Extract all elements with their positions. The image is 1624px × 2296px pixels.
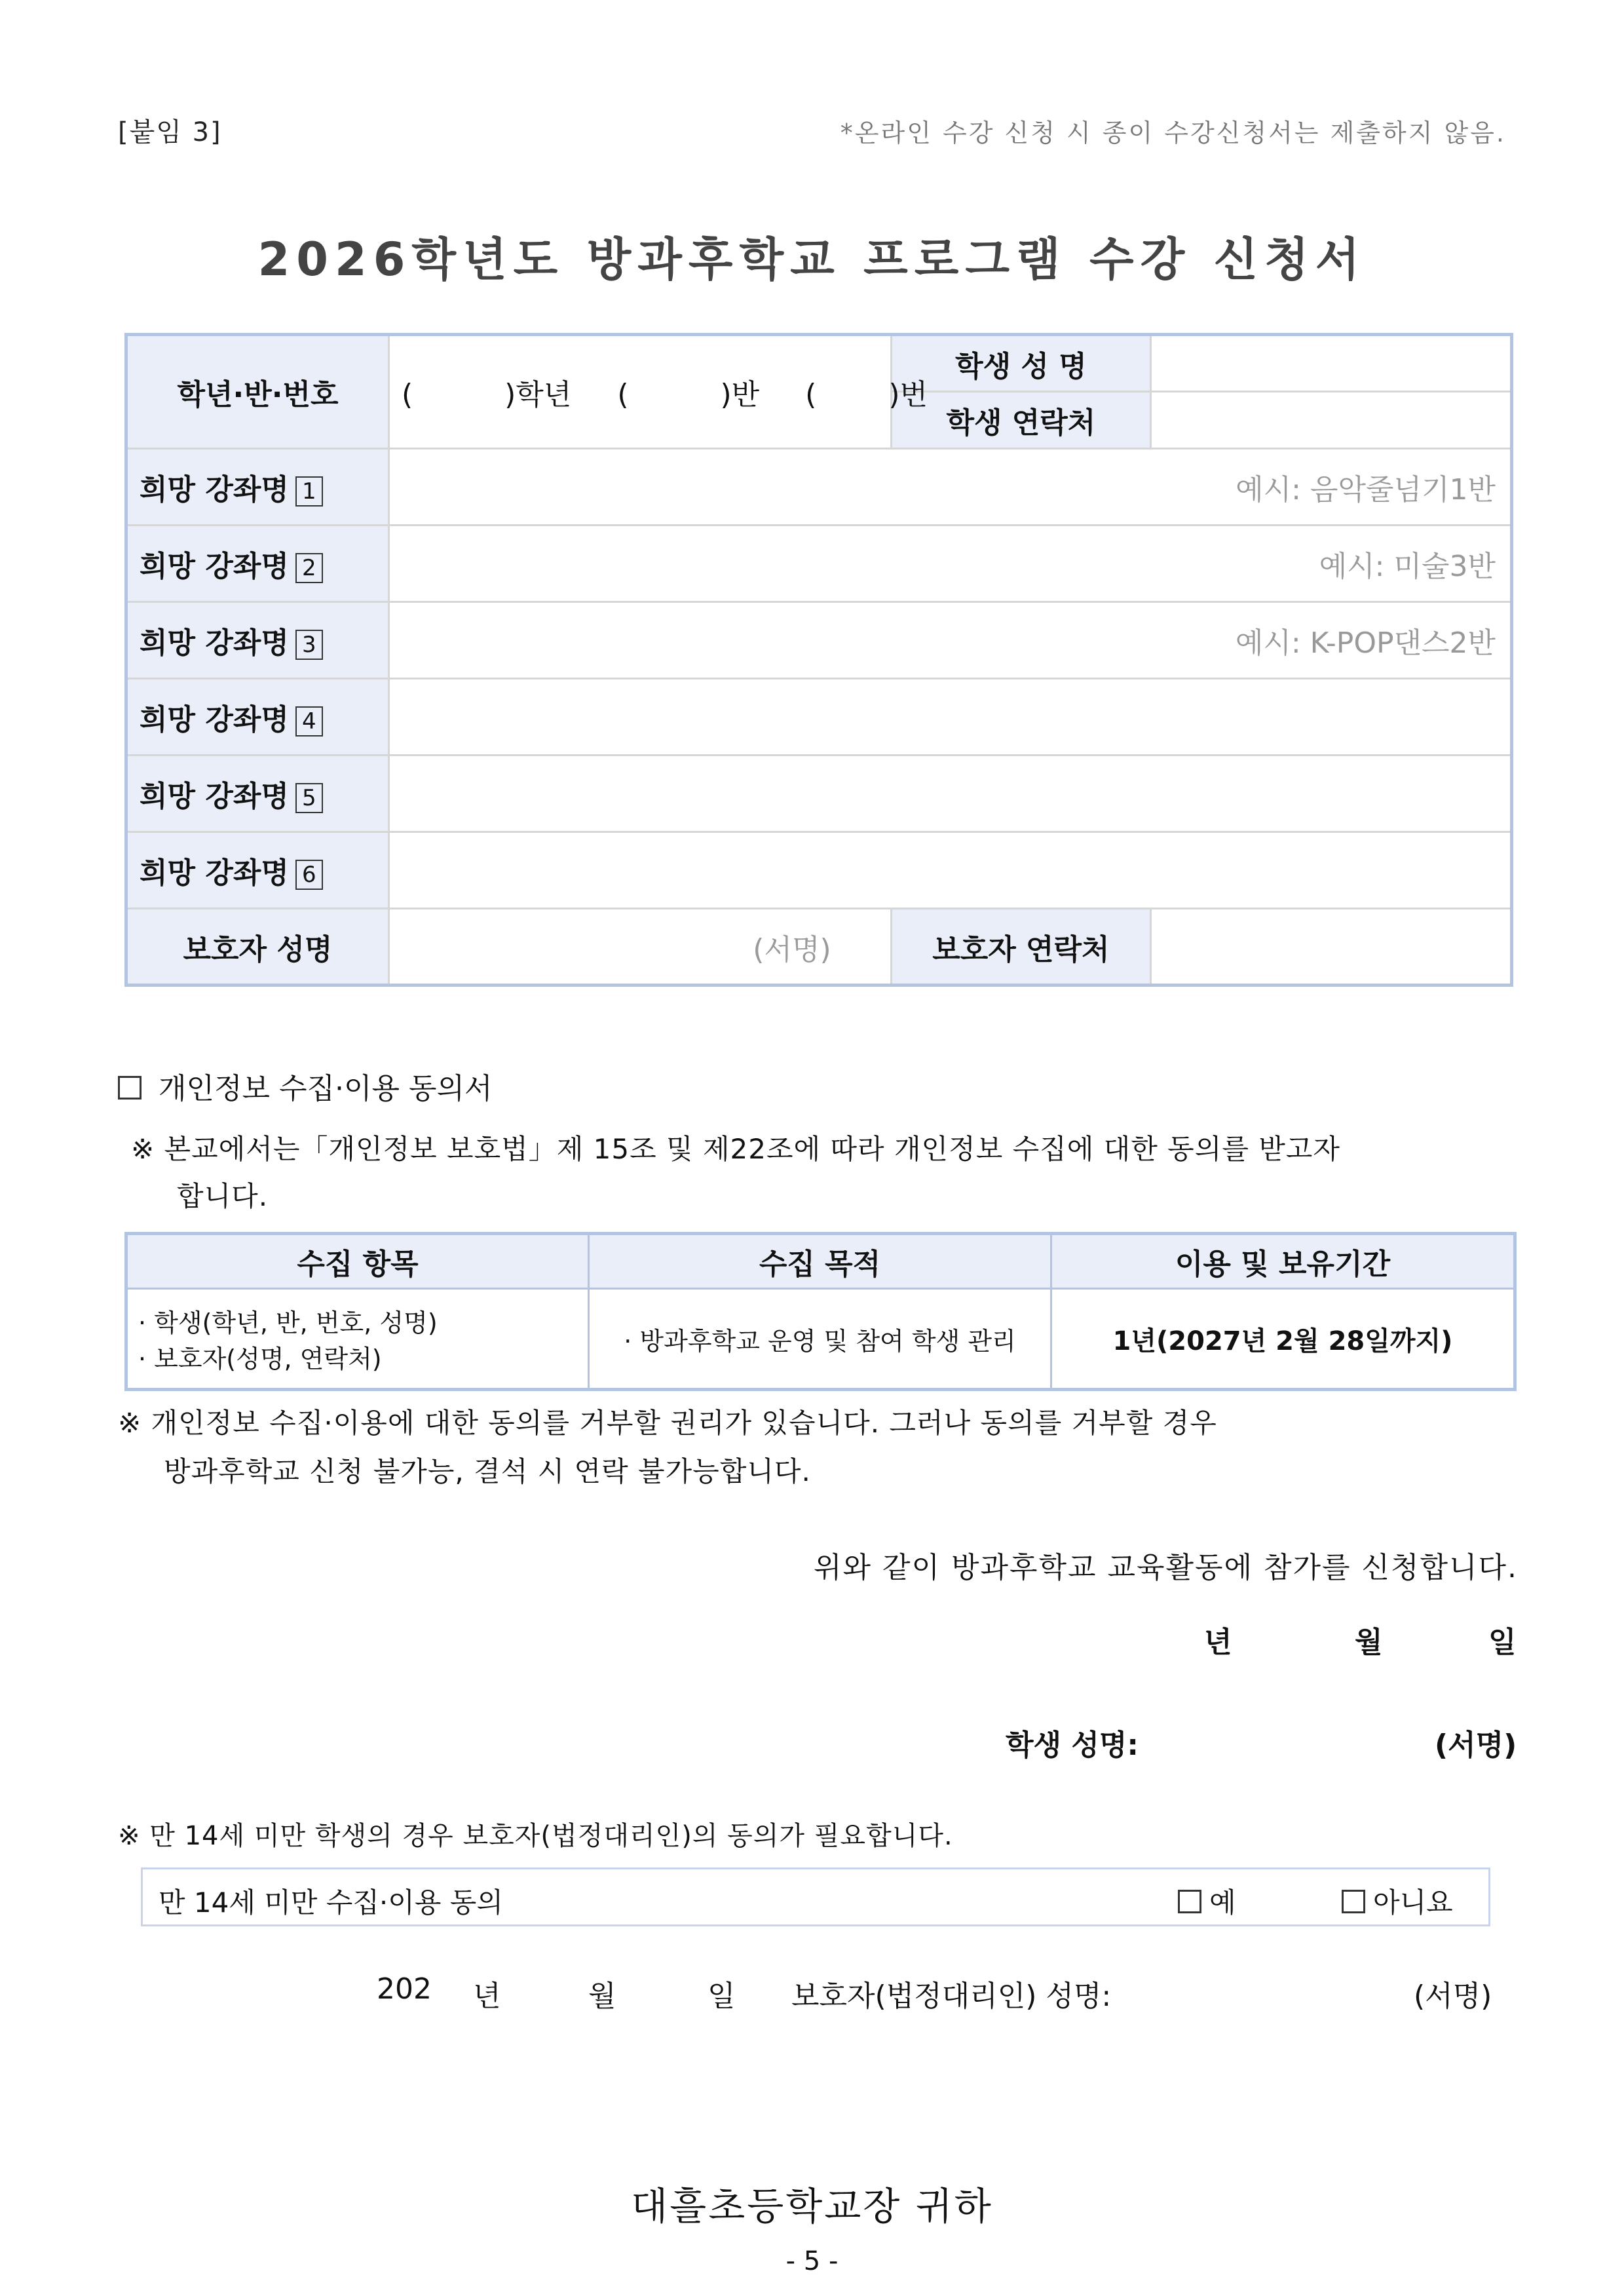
under14-notice: ※ 만 14세 미만 학생의 경우 보호자(법정대리인)의 동의가 필요합니다. <box>118 1821 953 1851</box>
privacy-table <box>124 1232 1517 1391</box>
student-name-field[interactable] <box>1151 335 1512 392</box>
course-5-label: 희망 강좌명 5 <box>126 756 389 832</box>
course-6-label: 희망 강좌명 6 <box>126 832 389 909</box>
consent-no-option[interactable]: 아니요 <box>1342 1881 1453 1921</box>
guardian-sign-field[interactable]: (서명) <box>1414 1980 1492 2013</box>
course-2-field[interactable]: 예시: 미술3반 <box>388 526 1511 602</box>
course-5-field[interactable] <box>388 756 1511 832</box>
collection-purpose: · 방과후학교 운영 및 참여 학생 관리 <box>589 1289 1051 1390</box>
checkbox-icon <box>118 1076 142 1100</box>
recipient: 대흘초등학교장 귀하 <box>631 2184 993 2229</box>
course-2-label: 희망 강좌명 2 <box>126 526 389 602</box>
retention-period: 1년(2027년 2월 28일까지) <box>1051 1289 1515 1390</box>
month-label: 월 <box>1355 1626 1383 1659</box>
consent-yes-option[interactable]: 예 <box>1178 1881 1236 1921</box>
checkbox-icon[interactable] <box>1178 1890 1201 1913</box>
guardian-contact-label: 보호자 연락처 <box>891 909 1151 985</box>
student-contact-label: 학생 연락처 <box>891 392 1151 449</box>
student-contact-field[interactable] <box>1151 392 1512 449</box>
course-1-field[interactable]: 예시: 음악줄넘기1반 <box>388 449 1511 526</box>
refusal-notice: ※ 개인정보 수집·이용에 대한 동의를 거부할 권리가 있습니다. 그러나 동의를 거부할 경우 방과후학교 신청 불가능, 결석 시 연락 불가능합니다. <box>118 1407 1217 1487</box>
under14-consent-label: 만 14세 미만 수집·이용 동의 <box>159 1886 503 1919</box>
course-4-field[interactable] <box>388 679 1511 756</box>
page-title: 2026학년도 방과후학교 프로그램 수강 신청서 <box>257 233 1367 286</box>
application-statement: 위와 같이 방과후학교 교육활동에 참가를 신청합니다. <box>813 1551 1518 1584</box>
privacy-section-title: 개인정보 수집·이용 동의서 <box>118 1065 493 1107</box>
online-notice: *온라인 수강 신청 시 종이 수강신청서는 제출하지 않음. <box>840 119 1506 147</box>
guardian-sign-label: 보호자(법정대리인) 성명: <box>791 1980 1112 2013</box>
application-form-table <box>124 333 1513 987</box>
checkbox-icon[interactable] <box>1342 1890 1365 1913</box>
grade-class-number-label: 학년·반·번호 <box>126 335 389 449</box>
guardian-name-field[interactable]: (서명) <box>388 909 891 985</box>
header-items: 수집 항목 <box>126 1234 589 1289</box>
course-1-label: 희망 강좌명 1 <box>126 449 389 526</box>
course-6-field[interactable] <box>388 832 1511 909</box>
attachment-label: [붙임 3] <box>118 117 222 147</box>
course-3-field[interactable]: 예시: K-POP댄스2반 <box>388 602 1511 679</box>
guardian-month-label: 월 <box>588 1980 616 2013</box>
header-purpose: 수집 목적 <box>589 1234 1051 1289</box>
student-sign-field[interactable]: (서명) <box>1435 1729 1517 1762</box>
under14-consent-box <box>141 1867 1490 1926</box>
guardian-year-label: 년 <box>473 1980 501 2013</box>
privacy-intro: ※ 본교에서는「개인정보 보호법」제 15조 및 제22조에 따라 개인정보 수집에 대한 동의를 받고자 합니다. <box>131 1133 1340 1212</box>
year-label: 년 <box>1204 1626 1232 1659</box>
guardian-name-label: 보호자 성명 <box>126 909 389 985</box>
page-number: - 5 - <box>785 2246 839 2276</box>
guardian-year-prefix: 202 <box>377 1972 432 2006</box>
course-4-label: 희망 강좌명 4 <box>126 679 389 756</box>
guardian-day-label: 일 <box>708 1980 736 2013</box>
guardian-contact-field[interactable] <box>1151 909 1512 985</box>
collected-items: · 학생(학년, 반, 번호, 성명) · 보호자(성명, 연락처) <box>126 1289 589 1390</box>
header-period: 이용 및 보유기간 <box>1051 1234 1515 1289</box>
student-name-label: 학생 성 명 <box>891 335 1151 392</box>
course-3-label: 희망 강좌명 3 <box>126 602 389 679</box>
day-label: 일 <box>1488 1626 1517 1659</box>
student-sign-label: 학생 성명: <box>1006 1729 1139 1762</box>
grade-class-number-field[interactable]: ( )학년 ( )반 ( )번 <box>388 335 891 449</box>
